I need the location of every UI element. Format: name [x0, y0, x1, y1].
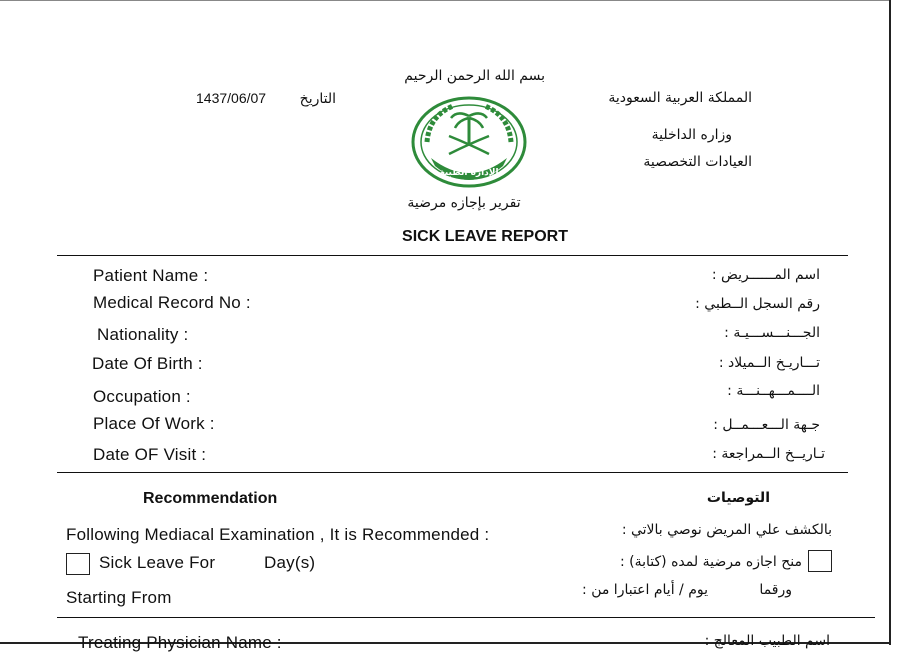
- patient-name-label: Patient Name :: [93, 266, 209, 285]
- medical-record-label: Medical Record No :: [93, 293, 251, 312]
- recommendation-intro: Following Mediacal Examination , It is Recommended :: [66, 525, 490, 544]
- page-top-border: [0, 0, 891, 1]
- recommendation-title: Recommendation: [143, 490, 278, 507]
- date-of-visit-label-ar: تـاريــخ الــمراجعة :: [712, 446, 825, 462]
- nationality-label: Nationality :: [97, 325, 189, 344]
- emblem-caption: الإدارة الطبية: [439, 168, 499, 178]
- sick-leave-checkbox[interactable]: [66, 553, 90, 575]
- kingdom-label: المملكة العربية السعودية: [608, 90, 752, 106]
- place-of-work-label: Place Of Work :: [93, 414, 215, 433]
- divider-bottom: [57, 617, 875, 618]
- divider-middle: [57, 472, 848, 473]
- treating-physician-label-ar: اسم الطبيب المعالج :: [704, 633, 830, 649]
- recommendation-title-ar: التوصيات: [706, 490, 770, 506]
- sick-leave-label-ar: منح اجازه مرضية لمده (كتابة) :: [620, 554, 802, 570]
- clinics-label: العيادات التخصصية: [643, 154, 752, 170]
- date-label: التاريخ: [299, 91, 336, 107]
- report-title-arabic: تقرير بإجازه مرضية: [407, 195, 521, 211]
- date-of-visit-label: Date OF Visit :: [93, 445, 207, 464]
- sick-leave-checkbox-ar[interactable]: [808, 550, 832, 572]
- medical-record-label-ar: رقم السجل الــطبي :: [695, 296, 820, 312]
- sick-leave-label: Sick Leave For: [99, 553, 216, 572]
- days-label: Day(s): [264, 553, 316, 572]
- page-right-border: [889, 0, 891, 645]
- starting-from-label: Starting From: [66, 588, 172, 607]
- date-of-birth-label: Date Of Birth :: [92, 354, 203, 373]
- days-from-label-ar: يوم / أيام اعتبارا من :: [582, 582, 708, 598]
- basmala: بسم الله الرحمن الرحيم: [404, 68, 545, 84]
- occupation-label: Occupation :: [93, 387, 191, 406]
- date-value: 1437/06/07: [196, 90, 267, 106]
- place-of-work-label-ar: جـهة الـــعـــمــل :: [713, 417, 820, 433]
- occupation-label-ar: الــــمـــهــنـــة :: [727, 383, 820, 399]
- numeric-label-ar: ورقما: [759, 582, 792, 598]
- treating-physician-label: Treating Physician Name :: [78, 633, 282, 652]
- date-of-birth-label-ar: تـــاريـخ الــميلاد :: [718, 355, 820, 371]
- nationality-label-ar: الجـــنـــســـيـة :: [724, 325, 820, 341]
- ministry-label: وزاره الداخلية: [651, 127, 732, 143]
- divider-top: [57, 255, 848, 256]
- patient-name-label-ar: اسم المــــــريض :: [711, 267, 820, 283]
- report-title: SICK LEAVE REPORT: [402, 228, 568, 245]
- recommendation-intro-ar: بالكشف علي المريض نوصي بالاتي :: [621, 522, 832, 538]
- palm-and-swords-icon: [449, 113, 489, 154]
